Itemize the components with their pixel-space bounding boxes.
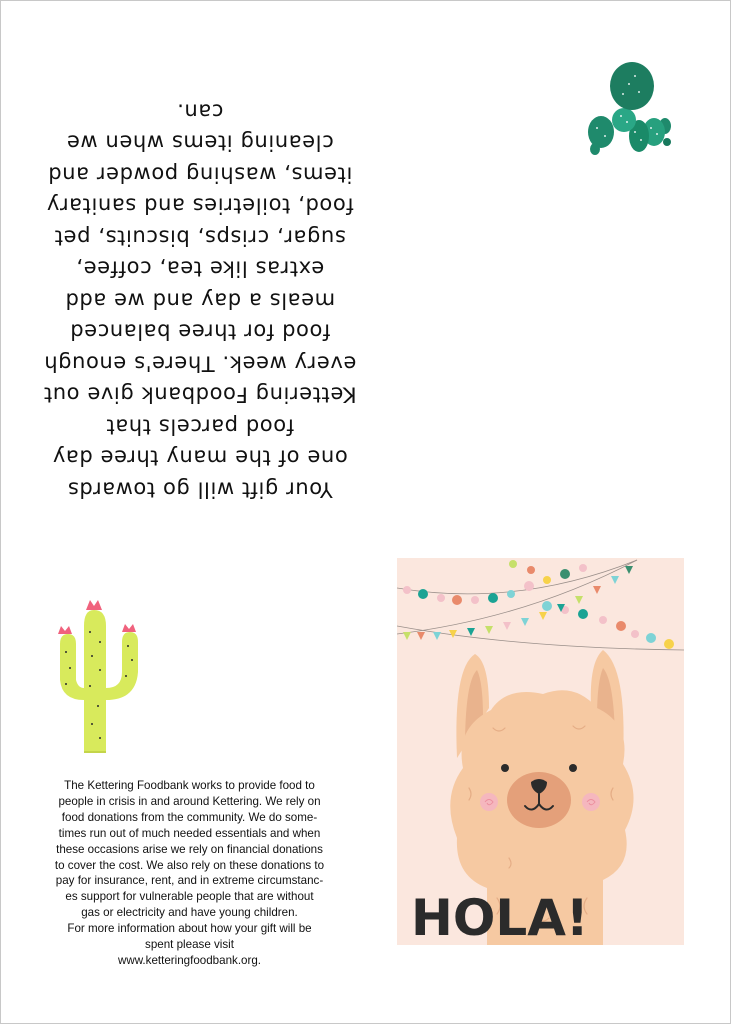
message-line: meals a day and we add [64, 288, 336, 313]
message-line: can. [176, 99, 224, 124]
card-greeting: HOLA! [411, 889, 589, 945]
info-line: For more information about how your gift will be [67, 922, 312, 936]
message-line: extras like tea, coffee, [75, 257, 325, 281]
info-line: food donations from the community. We do some- [61, 810, 318, 824]
message-line: Your gift will go towards [67, 477, 333, 502]
info-line: es support for vulnerable people that are without [65, 890, 314, 904]
info-line: www.ketteringfoodbank.org. [117, 953, 262, 967]
message-line: food for three balanced [69, 320, 331, 344]
message-line: cleaning items when we [66, 131, 334, 155]
info-line: pay for insurance, rent, and in extreme circumstanc- [55, 874, 324, 888]
llama-eye-right [569, 764, 577, 772]
info-line: to cover the cost. We also rely on these donations to [54, 858, 325, 872]
upside-down-message [40, 95, 360, 505]
foodbank-info [32, 778, 347, 969]
info-line: spent please visit [145, 938, 234, 952]
message-line: every week. There's enough [43, 351, 357, 376]
message-line: food parcels that [105, 414, 295, 439]
info-line: The Kettering Foodbank works to provide food to [64, 779, 315, 792]
llama-card [397, 558, 684, 945]
yellow-cactus-icon [48, 596, 144, 756]
llama-eye-left [501, 764, 509, 772]
green-cactus-icon [584, 54, 679, 164]
message-line: one of the many three day [52, 446, 348, 470]
message-line: sugar, crisps, biscuits, pet [54, 225, 346, 250]
message-line: items, washing powder and [47, 162, 353, 187]
info-line: people in crisis in and around Kettering. We rely on [58, 794, 321, 808]
info-line: gas or electricity and have young children. [81, 906, 298, 920]
message-line: food, toiletries and sanitary [46, 194, 354, 218]
info-line: times run out of much needed essentials and when [58, 826, 321, 840]
info-line: these occasions arise we rely on financial donations [56, 842, 323, 856]
message-line: Kettering Foodbank give out [43, 383, 357, 407]
